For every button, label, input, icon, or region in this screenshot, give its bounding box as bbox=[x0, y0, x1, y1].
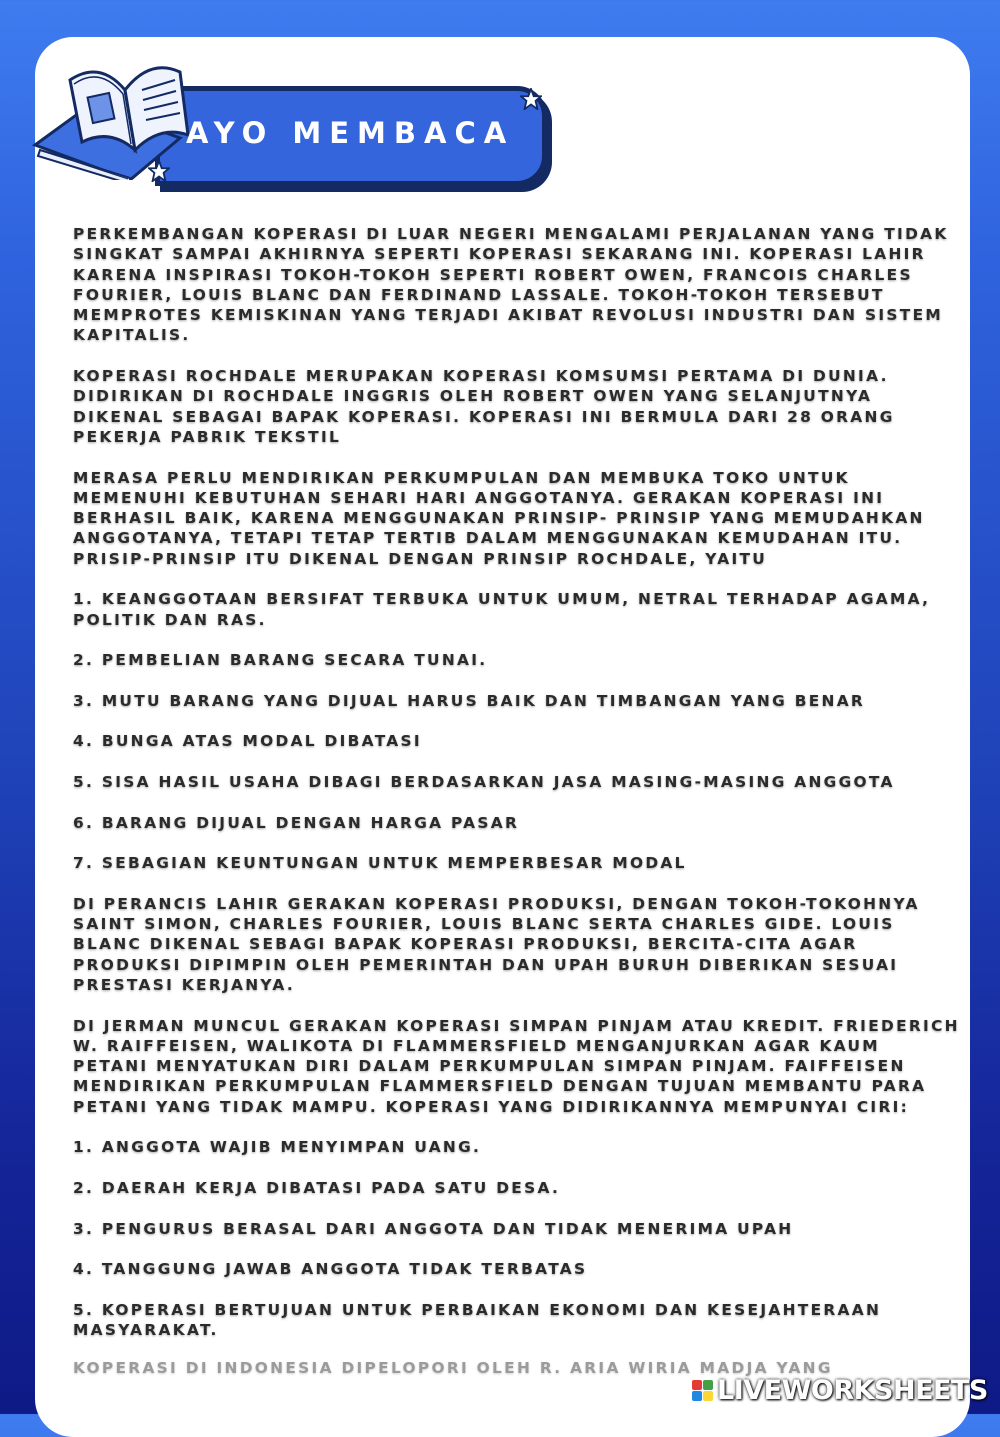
liveworksheets-logo-icon bbox=[692, 1380, 713, 1401]
list-item: 5. SISA HASIL USAHA DIBAGI BERDASARKAN JASA MASING-MASING ANGGOTA bbox=[73, 773, 895, 792]
paragraph-france: DI PERANCIS LAHIR GERAKAN KOPERASI PRODUKSI, DENGAN TOKOH-TOKOHNYA SAINT SIMON, CHARLES FOURIER, LOUIS BLANC SERTA CHARLES GIDE. LOUIS BLANC DIKENAL SEBAGI BAPAK KOPERASI PRODUKSI, BERCITA-CITA AGAR PRODUKSI DIPIMPIN OLEH PEMERINTAH DAN UPAH BURUH DIBERIKAN SESUAI PRESTASI KERJANYA. bbox=[73, 894, 920, 994]
list-item: 3. PENGURUS BERASAL DARI ANGGOTA DAN TIDAK MENERIMA UPAH bbox=[73, 1219, 794, 1238]
paragraph-germany: DI JERMAN MUNCUL GERAKAN KOPERASI SIMPAN PINJAM ATAU KREDIT. FRIEDERICH W. RAIFFEISEN, WALIKOTA DI FLAMMERSFIELD MENGANJURKAN AGAR KAUM PETANI MENYATUKAN DIRI DALAM PERKUMPULAN SIMPAN PINJAM. FAIFFEISEN MENDIRIKAN PERKUMPULAN FLAMMERSFIELD DENGAN TUJUAN MEMBANTU PARA PETANI YANG TIDAK MAMPU. KOPERASI YANG DIDIRIKANNYA MEMPUNYAI CIRI: bbox=[73, 1016, 960, 1116]
star-icon bbox=[520, 88, 542, 110]
list-item: 1. KEANGGOTAAN BERSIFAT TERBUKA UNTUK UMUM, NETRAL TERHADAP AGAMA, POLITIK DAN RAS. bbox=[73, 590, 931, 629]
page-title: AYO MEMBACA bbox=[186, 116, 515, 150]
list-item: 3. MUTU BARANG YANG DIJUAL HARUS BAIK DAN TIMBANGAN YANG BENAR bbox=[73, 691, 866, 710]
paragraph-rochdale-principles: MERASA PERLU MENDIRIKAN PERKUMPULAN DAN MEMBUKA TOKO UNTUK MEMENUHI KEBUTUHAN SEHARI HARI ANGGOTANYA. GERAKAN KOPERASI INI BERHASIL BAIK, KARENA MENGGUNAKAN PRINSIP- PRINSIP YANG MEMUDAHKAN ANGGOTANYA, TETAPI TETAP TERTIB DALAM MENGGUNAKAN KEMUDAHAN ITU. PRISIP-PRINSIP ITU DIKENAL DENGAN PRINSIP ROCHDALE, YAITU bbox=[73, 468, 925, 568]
star-icon bbox=[148, 160, 170, 182]
paragraph-intro: PERKEMBANGAN KOPERASI DI LUAR NEGERI MENGALAMI PERJALANAN YANG TIDAK SINGKAT SAMPAI AKHIRNYA SEPERTI KOPERASI SEKARANG INI. KOPERASI LAHIR KARENA INSPIRASI TOKOH-TOKOH SEPERTI ROBERT OWEN, FRANCOIS CHARLES FOURIER, LOUIS BLANC DAN FERDINAND LASSALE. TOKOH-TOKOH TERSEBUT MEMPROTES KEMISKINAN YANG TERJADI AKIBAT REVOLUSI INDUSTRI DAN SISTEM KAPITALIS. bbox=[73, 225, 949, 345]
list-item: 6. BARANG DIJUAL DENGAN HARGA PASAR bbox=[73, 813, 520, 832]
list-item: 1. ANGGOTA WAJIB MENYIMPAN UANG. bbox=[73, 1138, 482, 1157]
reading-text bbox=[73, 224, 961, 1378]
paragraph-rochdale: KOPERASI ROCHDALE MERUPAKAN KOPERASI KOMSUMSI PERTAMA DI DUNIA. DIDIRIKAN DI ROCHDALE INGGRIS OLEH ROBERT OWEN YANG SELANJUTNYA DIKENAL SEBAGAI BAPAK KOPERASI. KOPERASI INI BERMULA DARI 28 ORANG PEKERJA PABRIK TEKSTIL bbox=[73, 367, 895, 446]
list-item: 7. SEBAGIAN KEUNTUNGAN UNTUK MEMPERBESAR MODAL bbox=[73, 854, 687, 873]
list-item: 5. KOPERASI BERTUJUAN UNTUK PERBAIKAN EKONOMI DAN KESEJAHTERAAN MASYARAKAT. bbox=[73, 1300, 882, 1340]
list-item: 4. TANGGUNG JAWAB ANGGOTA TIDAK TERBATAS bbox=[73, 1260, 588, 1279]
watermark-text: LIVEWORKSHEETS bbox=[717, 1374, 988, 1406]
list-item: 4. BUNGA ATAS MODAL DIBATASI bbox=[73, 732, 422, 751]
list-item: 2. PEMBELIAN BARANG SECARA TUNAI. bbox=[73, 651, 488, 670]
liveworksheets-watermark[interactable] bbox=[692, 1373, 988, 1407]
open-book-icon bbox=[30, 50, 200, 180]
list-item: 2. DAERAH KERJA DIBATASI PADA SATU DESA. bbox=[73, 1178, 561, 1197]
paragraph-indonesia-cut: KOPERASI DI INDONESIA DIPELOPORI OLEH R. ARIA WIRIA MADJA YANG bbox=[73, 1359, 833, 1378]
